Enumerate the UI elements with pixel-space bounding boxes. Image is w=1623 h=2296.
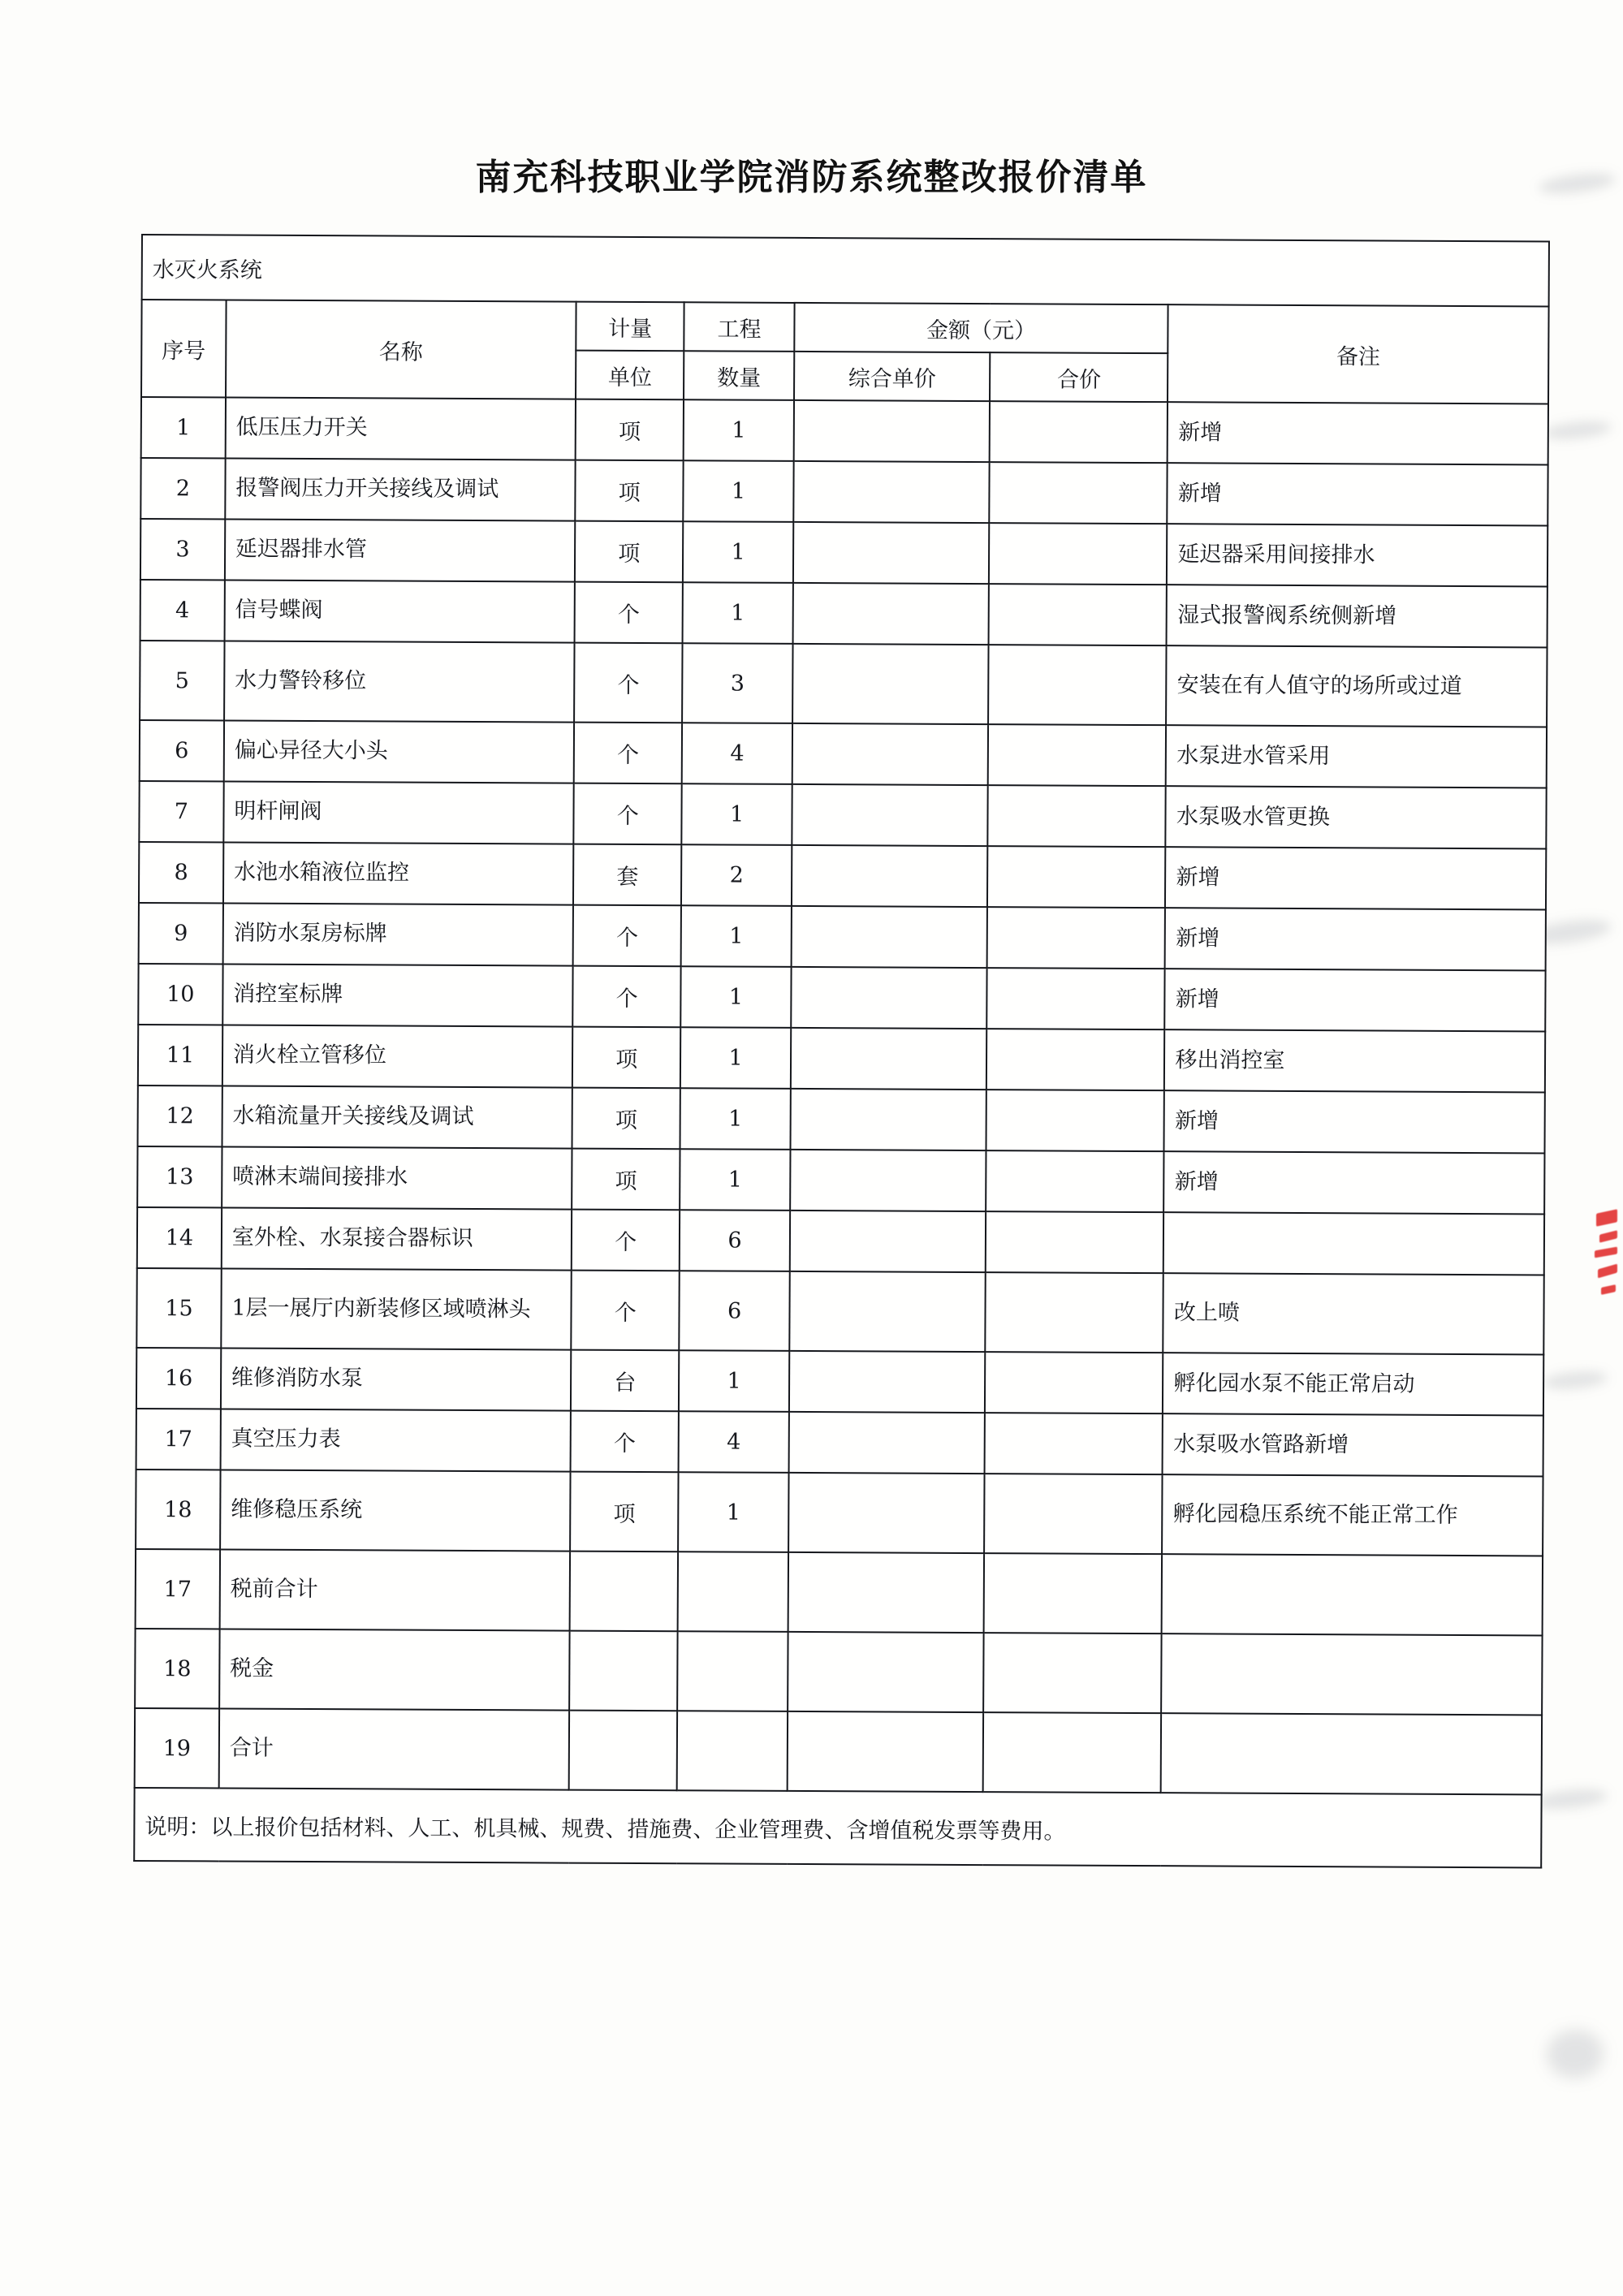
cell-quantity: 1: [680, 1149, 790, 1211]
cell-remark: 水泵吸水管更换: [1166, 786, 1547, 848]
cell-quantity: 1: [681, 966, 792, 1028]
table-row: [139, 842, 1546, 909]
cell-remark: 孵化园水泵不能正常启动: [1163, 1353, 1543, 1415]
cell-name: 消控室标牌: [222, 965, 573, 1027]
cell-total-price[interactable]: [984, 1553, 1162, 1634]
cell-quantity: 1: [682, 783, 792, 845]
cell-unit: [569, 1631, 678, 1711]
cell-name: 税金: [219, 1629, 570, 1710]
cell-no: 1: [141, 397, 226, 459]
cell-total-price[interactable]: [987, 846, 1165, 908]
cell-no: 11: [138, 1025, 222, 1086]
header-no: 序号: [141, 300, 226, 398]
cell-remark: 新增: [1164, 1090, 1545, 1153]
cell-remark: [1162, 1554, 1543, 1635]
header-total-price: 合价: [990, 352, 1168, 402]
cell-remark: 移出消控室: [1164, 1029, 1545, 1092]
table-row: [136, 1409, 1543, 1476]
header-name: 名称: [226, 300, 576, 399]
cell-name: 消火栓立管移位: [222, 1025, 573, 1088]
cell-unit: 个: [574, 643, 683, 723]
cell-remark: 新增: [1168, 463, 1548, 525]
table-row: [139, 781, 1546, 848]
cell-unit: 个: [571, 1271, 680, 1351]
cell-total-price[interactable]: [987, 968, 1165, 1029]
scan-smudge: [1542, 1370, 1608, 1392]
cell-name: 合计: [219, 1708, 570, 1789]
cell-no: 10: [138, 964, 222, 1025]
cell-unit: 项: [575, 460, 684, 522]
cell-quantity: 6: [680, 1271, 790, 1351]
cell-name: 真空压力表: [220, 1409, 571, 1471]
table-row: [140, 519, 1547, 586]
cell-unit: [570, 1552, 679, 1632]
cell-name: 水箱流量开关接线及调试: [222, 1085, 572, 1148]
cell-quantity: 1: [683, 582, 793, 644]
cell-total-price[interactable]: [989, 584, 1167, 645]
cell-remark: 水泵进水管采用: [1166, 725, 1547, 788]
cell-unit-price[interactable]: [789, 1351, 986, 1413]
cell-name: 延迟器排水管: [225, 520, 576, 582]
cell-unit-price[interactable]: [787, 1711, 983, 1792]
section-label: 水灭火系统: [142, 235, 1549, 306]
cell-quantity: 2: [681, 844, 792, 906]
summary-row: [135, 1708, 1542, 1794]
cell-total-price[interactable]: [984, 1474, 1162, 1554]
cell-name: 明杆闸阀: [223, 782, 574, 844]
cell-total-price[interactable]: [988, 785, 1166, 847]
cell-no: 9: [139, 903, 223, 965]
cell-no: 3: [140, 519, 225, 580]
cell-remark: [1163, 1212, 1544, 1275]
header-amount-group: 金额（元）: [794, 303, 1168, 353]
cell-no: 19: [135, 1708, 219, 1789]
table-row: [136, 1470, 1543, 1556]
cell-total-price[interactable]: [986, 1272, 1163, 1353]
cell-unit-price[interactable]: [788, 1632, 984, 1712]
cell-no: 2: [140, 458, 225, 520]
cell-no: 8: [139, 842, 223, 904]
cell-unit: 台: [571, 1350, 680, 1412]
cell-total-price[interactable]: [986, 1090, 1164, 1151]
cell-quantity: 4: [682, 723, 792, 784]
table-row: [137, 1207, 1544, 1275]
header-quantity: 数量: [684, 351, 794, 400]
cell-quantity: 1: [684, 399, 794, 461]
cell-quantity: 1: [683, 521, 793, 583]
cell-unit: 套: [573, 844, 682, 906]
cell-quantity: 4: [679, 1411, 789, 1473]
cell-quantity: [677, 1631, 788, 1711]
cell-total-price[interactable]: [983, 1712, 1161, 1793]
cell-unit-price[interactable]: [793, 400, 990, 462]
cell-total-price[interactable]: [986, 1150, 1164, 1212]
cell-quantity: 1: [680, 1027, 791, 1089]
cell-remark: 改上喷: [1163, 1273, 1544, 1354]
scan-smudge: [1534, 1786, 1608, 1811]
table-row: [137, 1146, 1544, 1214]
cell-unit-price[interactable]: [792, 583, 989, 645]
cell-no: 7: [139, 781, 223, 843]
document-title: 南充科技职业学院消防系统整改报价清单: [475, 157, 1148, 198]
cell-unit: 项: [570, 1472, 679, 1552]
table-row: [140, 720, 1547, 788]
cell-unit: 项: [575, 521, 684, 583]
cell-unit-price[interactable]: [792, 723, 989, 785]
table-row: [136, 1268, 1543, 1354]
scan-smudge: [1545, 2028, 1605, 2081]
table-row: [141, 397, 1548, 464]
cell-unit: 个: [572, 1210, 680, 1271]
cell-quantity: 1: [678, 1472, 788, 1552]
cell-total-price[interactable]: [985, 1413, 1163, 1474]
cell-total-price[interactable]: [986, 1211, 1163, 1273]
cell-name: 维修稳压系统: [220, 1470, 571, 1551]
cell-no: 5: [140, 641, 224, 721]
cell-name: 喷淋末端间接排水: [222, 1146, 572, 1209]
cell-no: 13: [137, 1146, 222, 1208]
cell-no: 18: [135, 1629, 219, 1709]
cell-unit-price[interactable]: [793, 461, 990, 523]
scan-smudge: [1542, 419, 1612, 442]
table-row: [139, 903, 1546, 970]
footer-note-row: [134, 1788, 1541, 1867]
cell-no: 14: [137, 1207, 222, 1269]
cell-no: 16: [136, 1348, 221, 1409]
cell-unit-price[interactable]: [791, 1028, 987, 1090]
cell-name: 税前合计: [219, 1549, 570, 1630]
cell-no: 4: [140, 580, 225, 641]
table-row: [138, 1025, 1545, 1092]
quote-table: [133, 234, 1550, 1868]
table-row: [136, 1348, 1543, 1415]
cell-unit: 个: [572, 966, 681, 1028]
section-banner-row: [142, 235, 1549, 306]
cell-unit-price[interactable]: [790, 1211, 986, 1272]
cell-unit-price[interactable]: [788, 1473, 985, 1553]
cell-total-price[interactable]: [986, 1029, 1164, 1090]
cell-unit: 个: [574, 723, 683, 784]
cell-name: 维修消防水泵: [221, 1348, 572, 1410]
cell-no: 17: [136, 1549, 220, 1629]
cell-unit-price[interactable]: [788, 1552, 984, 1633]
red-seal-fragment: [1582, 1202, 1623, 1311]
cell-total-price[interactable]: [988, 724, 1166, 786]
cell-name: 水力警铃移位: [224, 641, 575, 723]
cell-total-price[interactable]: [990, 462, 1168, 524]
cell-quantity: 1: [681, 905, 792, 967]
cell-remark: [1162, 1634, 1543, 1715]
header-unit: 单位: [576, 351, 684, 400]
cell-unit-price[interactable]: [790, 1089, 986, 1150]
table-row: [140, 641, 1547, 727]
cell-remark: 新增: [1165, 847, 1546, 909]
cell-quantity: 1: [679, 1350, 789, 1412]
cell-no: 18: [136, 1470, 220, 1550]
table-row: [138, 1085, 1545, 1153]
cell-total-price[interactable]: [985, 1352, 1163, 1413]
cell-total-price[interactable]: [990, 401, 1168, 463]
cell-no: 12: [138, 1085, 222, 1147]
cell-unit-price[interactable]: [791, 967, 987, 1029]
cell-quantity: 1: [680, 1088, 791, 1150]
cell-total-price[interactable]: [989, 523, 1167, 585]
cell-no: 15: [136, 1268, 221, 1349]
cell-remark: 延迟器采用间接排水: [1167, 524, 1547, 586]
summary-row: [135, 1629, 1542, 1715]
cell-unit: 个: [573, 905, 682, 967]
cell-remark: 新增: [1165, 908, 1546, 970]
cell-unit: 项: [572, 1088, 681, 1150]
cell-no: 6: [140, 720, 224, 782]
summary-row: [136, 1549, 1543, 1635]
cell-name: 消防水泵房标牌: [222, 904, 573, 966]
cell-name: 报警阀压力开关接线及调试: [225, 459, 576, 521]
cell-name: 偏心异径大小头: [224, 721, 575, 783]
cell-no: 17: [136, 1409, 221, 1470]
cell-total-price[interactable]: [987, 907, 1165, 969]
cell-quantity: 3: [682, 643, 792, 723]
cell-remark: 孵化园稳压系统不能正常工作: [1162, 1474, 1543, 1556]
cell-unit-price[interactable]: [792, 784, 988, 846]
cell-name: 1层一展厅内新装修区域喷淋头: [221, 1268, 572, 1349]
header-measure-group: 计量: [576, 302, 684, 352]
cell-name: 室外栓、水泵接合器标识: [222, 1207, 572, 1270]
footer-note: 说明：以上报价包括材料、人工、机具械、规费、措施费、企业管理费、含增值税发票等费用。: [134, 1788, 1541, 1867]
quote-table-container: [133, 234, 1550, 1868]
cell-unit: [569, 1711, 678, 1791]
cell-total-price[interactable]: [988, 645, 1166, 725]
cell-quantity: [677, 1711, 788, 1791]
header-remark: 备注: [1168, 304, 1548, 404]
cell-unit: 个: [575, 582, 684, 644]
cell-unit: 个: [573, 783, 682, 845]
cell-remark: [1161, 1713, 1542, 1794]
cell-name: 低压压力开关: [226, 398, 576, 460]
cell-name: 信号蝶阀: [224, 580, 575, 643]
table-row: [140, 580, 1547, 647]
cell-name: 水池水箱液位监控: [223, 843, 574, 905]
cell-unit-price[interactable]: [789, 1271, 986, 1352]
cell-unit: 项: [572, 1027, 681, 1089]
cell-unit: 项: [576, 399, 684, 461]
table-row: [140, 458, 1547, 525]
cell-quantity: 6: [680, 1210, 790, 1271]
cell-remark: 湿式报警阀系统侧新增: [1167, 585, 1547, 647]
cell-total-price[interactable]: [984, 1633, 1162, 1713]
cell-unit: 个: [571, 1411, 680, 1473]
cell-remark: 新增: [1168, 402, 1548, 464]
cell-remark: 新增: [1165, 969, 1546, 1031]
cell-quantity: 1: [684, 460, 794, 522]
cell-unit-price[interactable]: [791, 906, 987, 968]
cell-unit-price[interactable]: [788, 1412, 985, 1474]
cell-remark: 新增: [1164, 1151, 1545, 1214]
table-header-row-top: [141, 300, 1548, 355]
table-row: [138, 964, 1545, 1031]
cell-unit: 项: [572, 1149, 680, 1211]
cell-unit-price[interactable]: [792, 644, 989, 724]
cell-unit-price[interactable]: [792, 845, 988, 907]
header-unit-price: 综合单价: [794, 352, 991, 401]
cell-unit-price[interactable]: [790, 1150, 986, 1211]
cell-remark: 安装在有人值守的场所或过道: [1166, 645, 1547, 727]
header-quantity-group: 工程: [684, 302, 795, 352]
cell-unit-price[interactable]: [793, 522, 990, 584]
cell-quantity: [678, 1552, 788, 1632]
cell-remark: 水泵吸水管路新增: [1163, 1413, 1543, 1476]
